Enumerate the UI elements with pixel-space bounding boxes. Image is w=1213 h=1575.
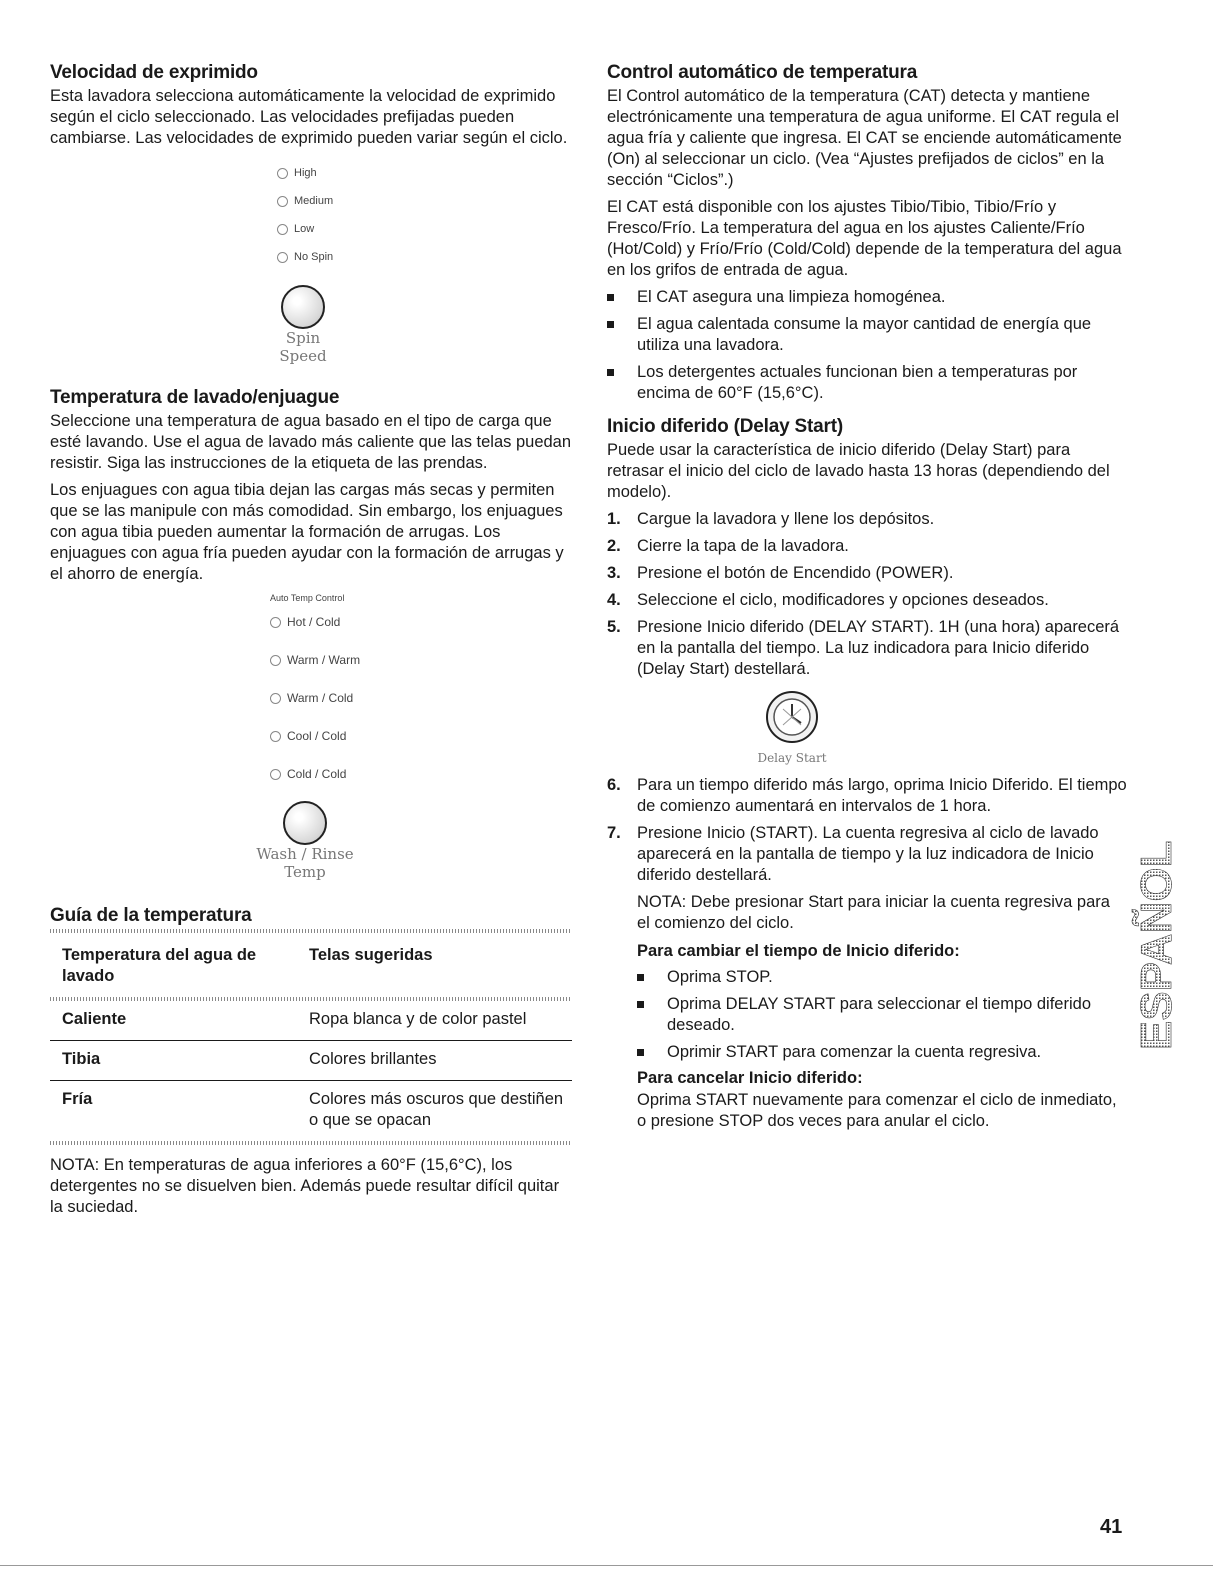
list-item: El agua calentada consume la mayor cantidad de energía que utiliza una lavadora.: [607, 314, 1127, 356]
guide-note: NOTA: En temperaturas de agua inferiores a 60°F (15,6°C), los detergentes no se disuelven bien. Además puede resultar difícil quitar la suciedad.: [50, 1156, 560, 1216]
delay-intro: Puede usar la característica de inicio diferido (Delay Start) para retrasar el inicio del ciclo de lavado hasta 13 horas (dependiendo del modelo).: [607, 441, 1110, 501]
cancel-delay-text: Oprima START nuevamente para comenzar el ciclo de inmediato, o presione STOP dos veces para anular el ciclo.: [637, 1091, 1117, 1130]
radio-dot-icon: [270, 769, 281, 780]
list-item: 4. Seleccione el ciclo, modificadores y opciones deseados.: [607, 591, 1049, 609]
list-item: Oprimir START para comenzar la cuenta regresiva.: [637, 1042, 1127, 1063]
temp-option-hot-cold: Hot / Cold: [270, 603, 430, 641]
auto-temp-control-label: Auto Temp Control: [270, 593, 345, 603]
table-bottom-border: [50, 1141, 572, 1145]
language-side-tab: [1132, 825, 1181, 1055]
cat-paragraph-2: El CAT está disponible con los ajustes Tibio/Tibio, Tibio/Frío y Fresco/Frío. La temperatura del agua en los ajustes Caliente/Frío (Hot/Cold) y Frío/Frío (Cold/Cold) depende de la temperatura del agua en los grifos de entrada de agua.: [607, 198, 1122, 279]
radio-dot-icon: [270, 731, 281, 742]
spin-option-medium: Medium: [277, 187, 387, 215]
radio-dot-icon: [277, 168, 288, 179]
table-row: Caliente Ropa blanca y de color pastel: [50, 1001, 572, 1041]
list-item: 1. Cargue la lavadora y llene los depósitos.: [607, 510, 935, 528]
bottom-rule: [0, 1565, 1213, 1566]
side-tab-text: ESPAÑOL: [1132, 840, 1181, 1050]
spin-knob-icon: [281, 285, 325, 329]
temp-option-cool-cold: Cool / Cold: [270, 717, 430, 755]
list-item: Oprima DELAY START para seleccionar el tiempo diferido deseado.: [637, 994, 1127, 1036]
temp-paragraph-2: Los enjuagues con agua tibia dejan las cargas más secas y permiten que se las manipule con más comodidad. Sin embargo, los enjuagues con agua tibia pueden aumentar la formación de arrugas. Los enjuagues con agua fría pueden ayudar con la formación de arrugas y el ahorro de energía.: [50, 481, 564, 583]
list-item: Oprima STOP.: [637, 967, 1127, 988]
temp-option-cold-cold: Cold / Cold: [270, 755, 430, 793]
list-item: 5. Presione Inicio diferido (DELAY START). 1H (una hora) aparecerá en la pantalla del tiempo. La luz indicadora para Inicio diferido (Delay Start) destellará.: [607, 618, 1120, 678]
list-item: El CAT asegura una limpieza homogénea.: [607, 287, 1127, 308]
temp-knob-icon: [283, 801, 327, 845]
spin-heading: Velocidad de exprimido: [50, 62, 258, 83]
delay-steps-b: [607, 775, 1127, 886]
table-row: Tibia Colores brillantes: [50, 1041, 572, 1081]
spin-option-no-spin: No Spin: [277, 243, 387, 271]
radio-dot-icon: [270, 617, 281, 628]
temp-option-warm-warm: Warm / Warm: [270, 641, 430, 679]
delay-steps-a: [607, 509, 1127, 680]
temp-paragraph-1: Seleccione una temperatura de agua basado en el tipo de carga que esté lavando. Use el agua de lavado más caliente que las telas puedan resistir. Siga las instrucciones de la etiqueta de las prendas.: [50, 412, 572, 472]
change-delay-heading: Para cambiar el tiempo de Inicio diferido:: [637, 942, 960, 960]
page-number: 41: [1100, 1516, 1123, 1538]
cancel-delay-heading: Para cancelar Inicio diferido:: [637, 1069, 863, 1087]
spin-knob-label: Spin Speed: [279, 329, 327, 365]
guide-heading: Guía de la temperatura: [50, 905, 252, 926]
left-column: [50, 62, 572, 1224]
delay-heading: Inicio diferido (Delay Start): [607, 416, 843, 437]
temp-knob-label: Wash / Rinse Temp: [256, 845, 354, 881]
temperature-guide-table: [50, 937, 572, 1141]
delay-start-button-figure: [737, 690, 847, 767]
cat-heading: Control automático de temperatura: [607, 62, 918, 83]
list-item: 2. Cierre la tapa de la lavadora.: [607, 537, 849, 555]
wash-rinse-temp-dial: [270, 593, 430, 793]
radio-dot-icon: [277, 252, 288, 263]
spin-speed-dial: [277, 159, 387, 271]
table-header-fabrics: Telas sugeridas: [309, 946, 433, 964]
temp-option-warm-cold: Warm / Cold: [270, 679, 430, 717]
table-top-border: [50, 929, 572, 933]
radio-dot-icon: [270, 655, 281, 666]
radio-dot-icon: [277, 224, 288, 235]
table-header-temp: Temperatura del agua de lavado: [62, 946, 257, 985]
cat-bullets: [607, 287, 1127, 404]
radio-dot-icon: [277, 196, 288, 207]
list-item: 3. Presione el botón de Encendido (POWER).: [607, 564, 954, 582]
cat-paragraph-1: El Control automático de la temperatura (CAT) detecta y mantiene electrónicamente una temperatura de agua uniforme. El CAT regula el agua fría y caliente que ingresa. El CAT se enciende automáticamente (On) al seleccionar un ciclo. (Vea “Ajustes prefijados de ciclos” en la sección “Ciclos”.): [607, 87, 1122, 189]
delay-start-label: Delay Start: [757, 751, 827, 765]
temp-heading: Temperatura de lavado/enjuague: [50, 387, 340, 408]
right-column: [607, 62, 1127, 1138]
list-item: 6. Para un tiempo diferido más largo, oprima Inicio Diferido. El tiempo de comienzo aumentará en intervalos de 1 hora.: [607, 776, 1127, 815]
delay-start-clock-icon: [765, 690, 819, 744]
table-row: Fría Colores más oscuros que destiñen o que se opacan: [62, 1090, 564, 1129]
change-delay-bullets: [637, 967, 1127, 1063]
spin-option-high: High: [277, 159, 387, 187]
radio-dot-icon: [270, 693, 281, 704]
list-item: 7. Presione Inicio (START). La cuenta regresiva al ciclo de lavado aparecerá en la pantalla de tiempo y la luz indicadora de Inicio diferido destellará.: [607, 824, 1099, 884]
spin-text: Esta lavadora selecciona automáticamente la velocidad de exprimido según el ciclo seleccionado. Las velocidades prefijadas pueden cambiarse. Las velocidades de exprimido pueden variar según el ciclo.: [50, 87, 568, 147]
list-item: Los detergentes actuales funcionan bien a temperaturas por encima de 60°F (15,6°C).: [607, 362, 1127, 404]
spin-option-low: Low: [277, 215, 387, 243]
delay-note: NOTA: Debe presionar Start para iniciar la cuenta regresiva para el comienzo del ciclo.: [637, 893, 1110, 932]
